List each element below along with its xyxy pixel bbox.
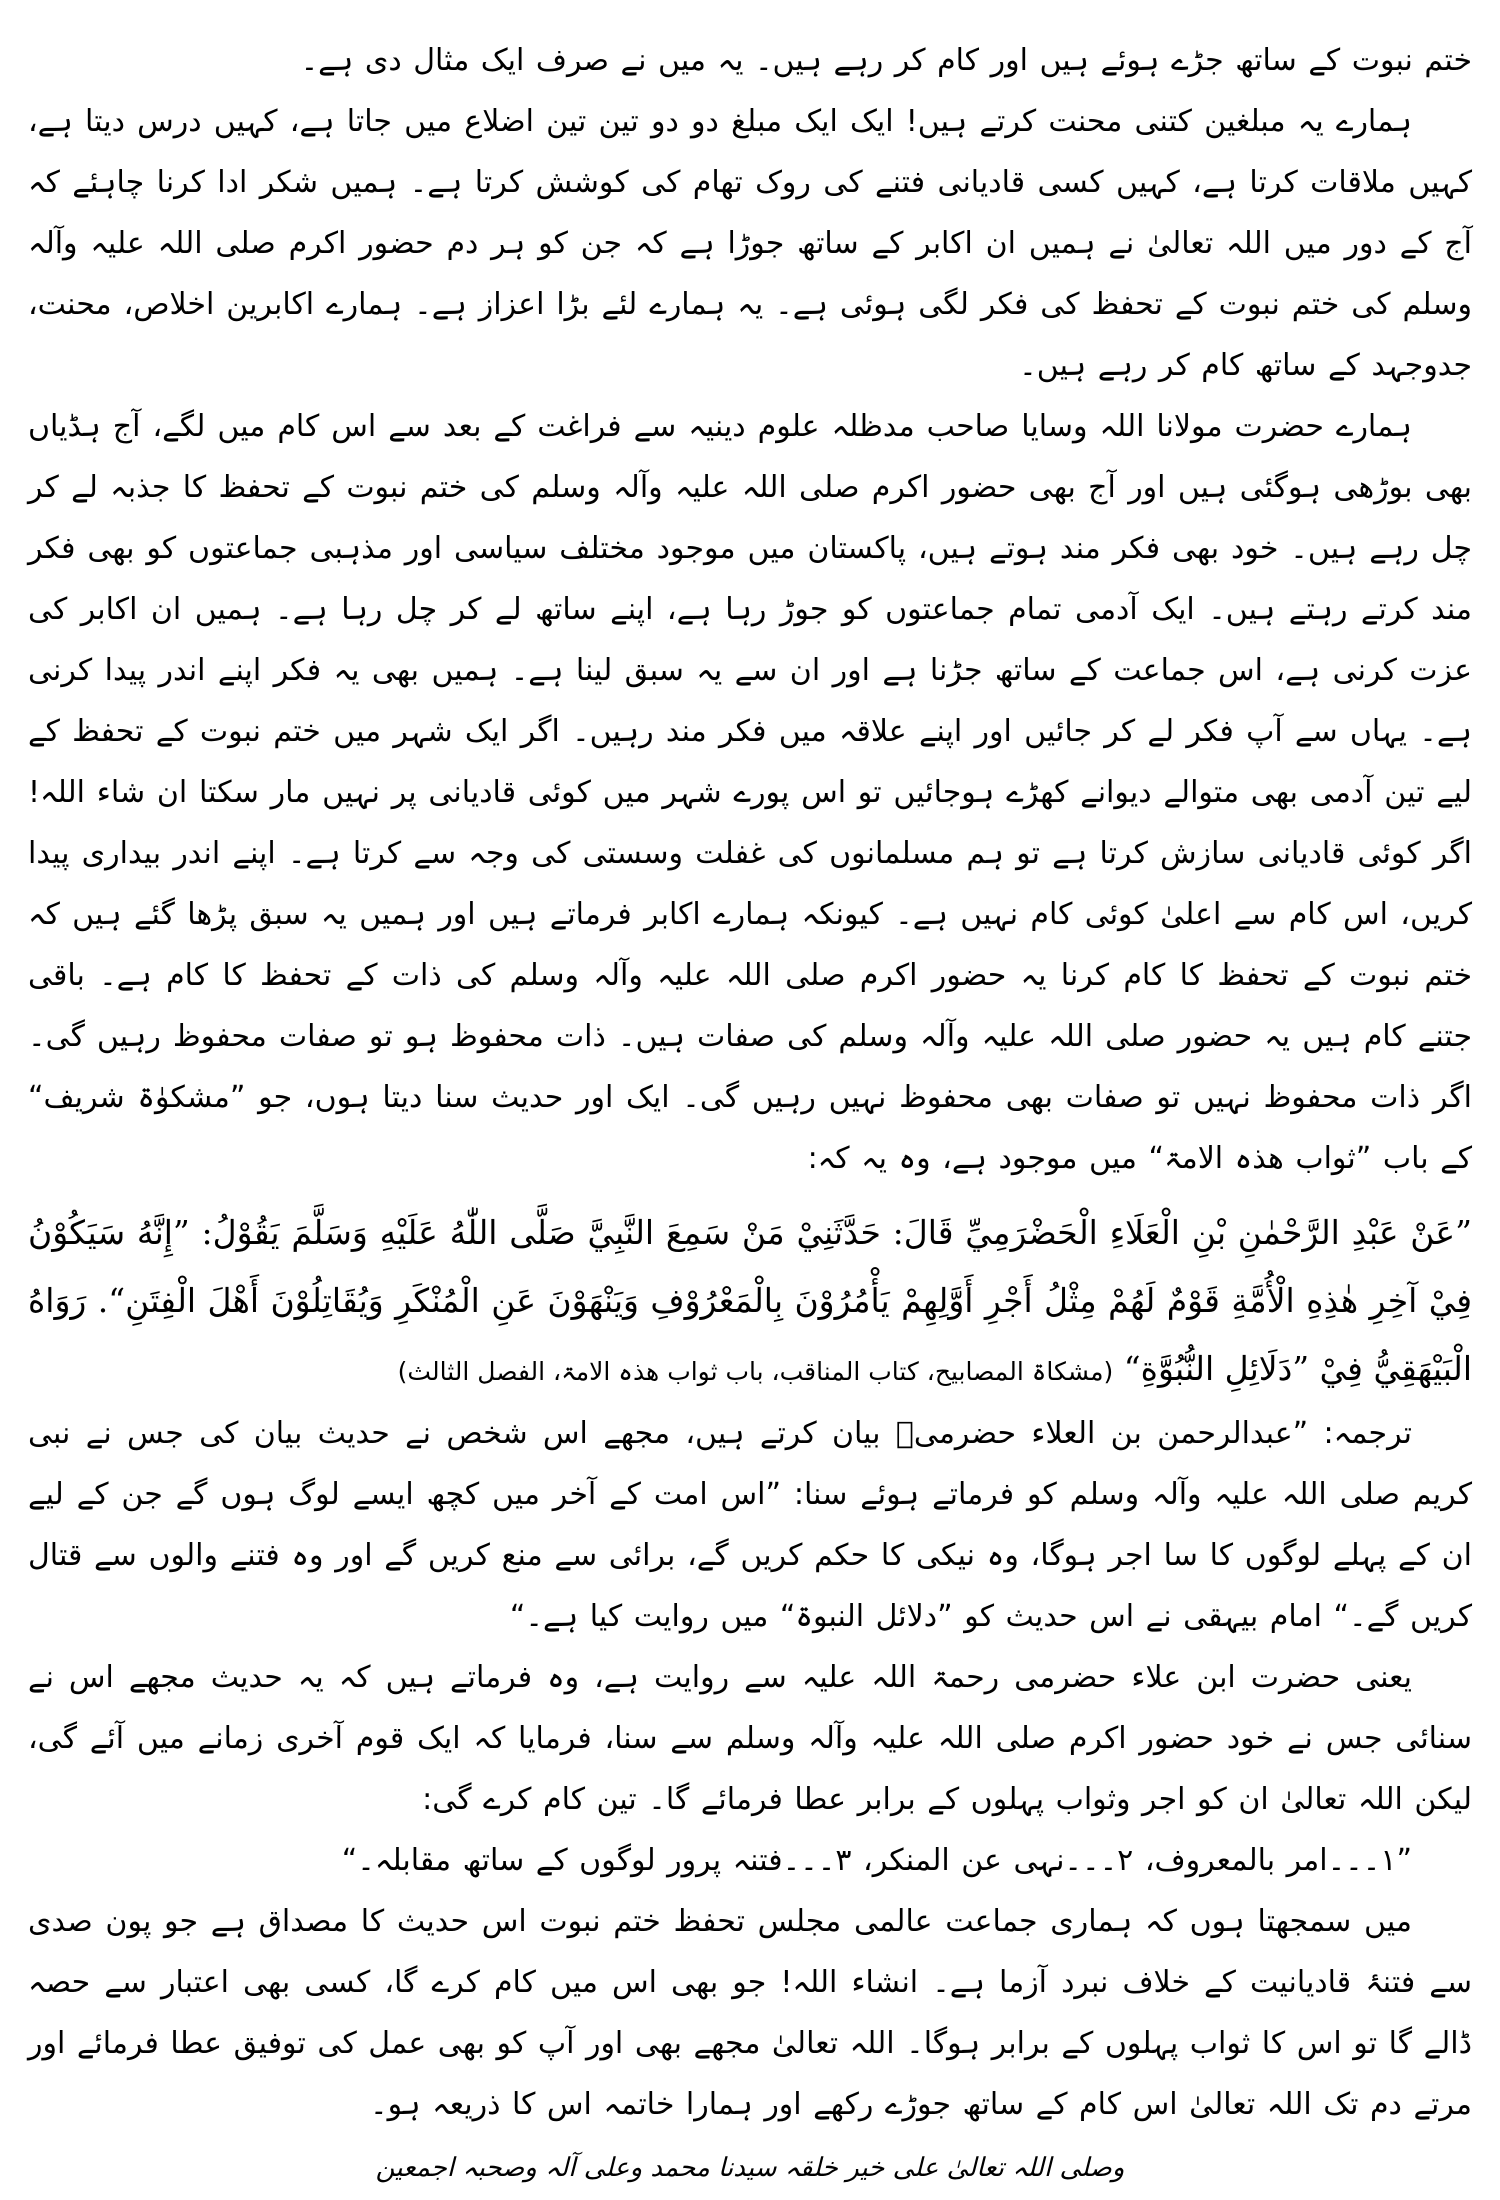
translation-paragraph: ترجمہ: ”عبدالرحمن بن العلاء حضرمیؒ بیان کرتے ہیں، مجھے اس شخص نے حدیث بیان کی جس نے نبی کریم صلی اللہ علیہ وآلہ وسلم کو فرماتے ہوئے سنا: ”اس امت کے آخر میں کچھ ایسے لوگ ہوں گے جن کے لیے ان کے پہلے لوگوں کا سا اجر ہوگا، وہ نیکی کا حکم کریں گے، برائی سے منع کریں گے اور وہ فتنے والوں سے قتال کریں گے۔“ امام بیہقی نے اس حدیث کو ”دلائل النبوۃ“ میں روایت کیا ہے۔“ <box>28 1416 1472 1634</box>
hadith-reference: (مشکاۃ المصابیح، کتاب المناقب، باب ثواب ھذہ الامۃ، الفصل الثالث) <box>397 1357 1114 1386</box>
closing-prayer: وصلی اللہ تعالیٰ علی خیر خلقہ سیدنا محمد وعلی آلہ وصحبہ اجمعین <box>375 2153 1125 2183</box>
hadith-block <box>28 1199 1472 1403</box>
paragraph-preachers: ہمارے یہ مبلغین کتنی محنت کرتے ہیں! ایک ایک مبلغ دو دو تین تین اضلاع میں جاتا ہے، کہیں درس دیتا ہے، کہیں ملاقات کرتا ہے، کہیں کسی قادیانی فتنے کی روک تھام کی کوشش کرتا ہے۔ ہمیں شکر ادا کرنا چاہئے کہ آج کے دور میں اللہ تعالیٰ نے ہمیں ان اکابر کے ساتھ جوڑا ہے کہ جن کو ہر دم حضور اکرم صلی اللہ علیہ وآلہ وسلم کی ختم نبوت کے تحفظ کی فکر لگی ہوئی ہے۔ یہ ہمارے لئے بڑا اعزاز ہے۔ ہمارے اکابرین اخلاص، محنت، جدوجہد کے ساتھ کام کر رہے ہیں۔ <box>28 104 1472 383</box>
hadith-arabic-text: ”عَنْ عَبْدِ الرَّحْمٰنِ بْنِ الْعَلَاءِ الْحَضْرَمِيِّ قَالَ: حَدَّثَنِيْ مَنْ سَمِعَ النَّبِيَّ صَلَّى اللّٰهُ عَلَيْهِ وَسَلَّمَ يَقُوْلُ: ”إِنَّهُ سَيَكُوْنُ فِيْ آخِرِ هٰذِهِ الْأُمَّةِ قَوْمٌ لَهُمْ مِثْلُ أَجْرِ أَوَّلِهِمْ يَأْمُرُوْنَ بِالْمَعْرُوْفِ وَيَنْهَوْنَ عَنِ الْمُنْكَرِ وَيُقَاتِلُوْنَ أَهْلَ الْفِتَنِ“. رَوَاهُ الْبَيْهَقِيُّ فِيْ ”دَلَائِلِ النُّبُوَّةِ“ <box>28 1213 1472 1388</box>
document-page <box>28 30 1472 2183</box>
paragraph-intro: ختم نبوت کے ساتھ جڑے ہوئے ہیں اور کام کر رہے ہیں۔ یہ میں نے صرف ایک مثال دی ہے۔ <box>300 43 1472 78</box>
explanation-paragraph: یعنی حضرت ابن علاء حضرمی رحمۃ اللہ علیہ سے روایت ہے، وہ فرماتے ہیں کہ یہ حدیث مجھے اس نے سنائی جس نے خود حضور اکرم صلی اللہ علیہ وآلہ وسلم سے سنا، فرمایا کہ ایک قوم آخری زمانے میں آئے گی، لیکن اللہ تعالیٰ ان کو اجر وثواب پہلوں کے برابر عطا فرمائے گا۔ تین کام کرے گی: <box>28 1660 1472 1817</box>
three-tasks-list: ”۱۔۔۔امر بالمعروف، ۲۔۔۔نہی عن المنکر، ۳۔۔۔فتنہ پرور لوگوں کے ساتھ مقابلہ۔“ <box>341 1843 1412 1878</box>
conclusion-paragraph: میں سمجھتا ہوں کہ ہماری جماعت عالمی مجلس تحفظ ختم نبوت اس حدیث کا مصداق ہے جو پون صدی سے فتنۂ قادیانیت کے خلاف نبرد آزما ہے۔ انشاء اللہ! جو بھی اس میں کام کرے گا، کسی بھی اعتبار سے حصہ ڈالے گا تو اس کا ثواب پہلوں کے برابر ہوگا۔ اللہ تعالیٰ مجھے بھی اور آپ کو بھی عمل کی توفیق عطا فرمائے اور مرتے دم تک اللہ تعالیٰ اس کام کے ساتھ جوڑے رکھے اور ہمارا خاتمہ اس کا ذریعہ ہو۔ <box>28 1904 1472 2122</box>
paragraph-maulana: ہمارے حضرت مولانا اللہ وسایا صاحب مدظلہ علوم دینیہ سے فراغت کے بعد سے اس کام میں لگے، آج ہڈیاں بھی بوڑھی ہوگئی ہیں اور آج بھی حضور اکرم صلی اللہ علیہ وآلہ وسلم کی ختم نبوت کے تحفظ کا جذبہ لے کر چل رہے ہیں۔ خود بھی فکر مند ہوتے ہیں، پاکستان میں موجود مختلف سیاسی اور مذہبی جماعتوں کو بھی فکر مند کرتے رہتے ہیں۔ ایک آدمی تمام جماعتوں کو جوڑ رہا ہے، اپنے ساتھ لے کر چل رہا ہے۔ ہمیں ان اکابر کی عزت کرنی ہے، اس جماعت کے ساتھ جڑنا ہے اور ان سے یہ سبق لینا ہے۔ ہمیں بھی یہ فکر اپنے اندر پیدا کرنی ہے۔ یہاں سے آپ فکر لے کر جائیں اور اپنے علاقہ میں فکر مند رہیں۔ اگر ایک شہر میں ختم نبوت کے تحفظ کے لیے تین آدمی بھی متوالے دیوانے کھڑے ہوجائیں تو اس پورے شہر میں کوئی قادیانی پر نہیں مار سکتا ان شاء اللہ! اگر کوئی قادیانی سازش کرتا ہے تو ہم مسلمانوں کی غفلت وسستی کی وجہ سے کرتا ہے۔ اپنے اندر بیداری پیدا کریں، اس کام سے اعلیٰ کوئی کام نہیں ہے۔ کیونکہ ہمارے اکابر فرماتے ہیں اور ہمیں یہ سبق پڑھا گئے ہیں کہ ختم نبوت کے تحفظ کا کام کرنا یہ حضور اکرم صلی اللہ علیہ وآلہ وسلم کی ذات کے تحفظ کا کام ہے۔ باقی جتنے کام ہیں یہ حضور صلی اللہ علیہ وآلہ وسلم کی صفات ہیں۔ ذات محفوظ ہو تو صفات محفوظ رہیں گی۔ اگر ذات محفوظ نہیں تو صفات بھی محفوظ نہیں رہیں گی۔ ایک اور حدیث سنا دیتا ہوں، جو ”مشکوٰۃ شریف“ کے باب ”ثواب ھذہ الامۃ“ میں موجود ہے، وہ یہ کہ: <box>28 409 1472 1176</box>
